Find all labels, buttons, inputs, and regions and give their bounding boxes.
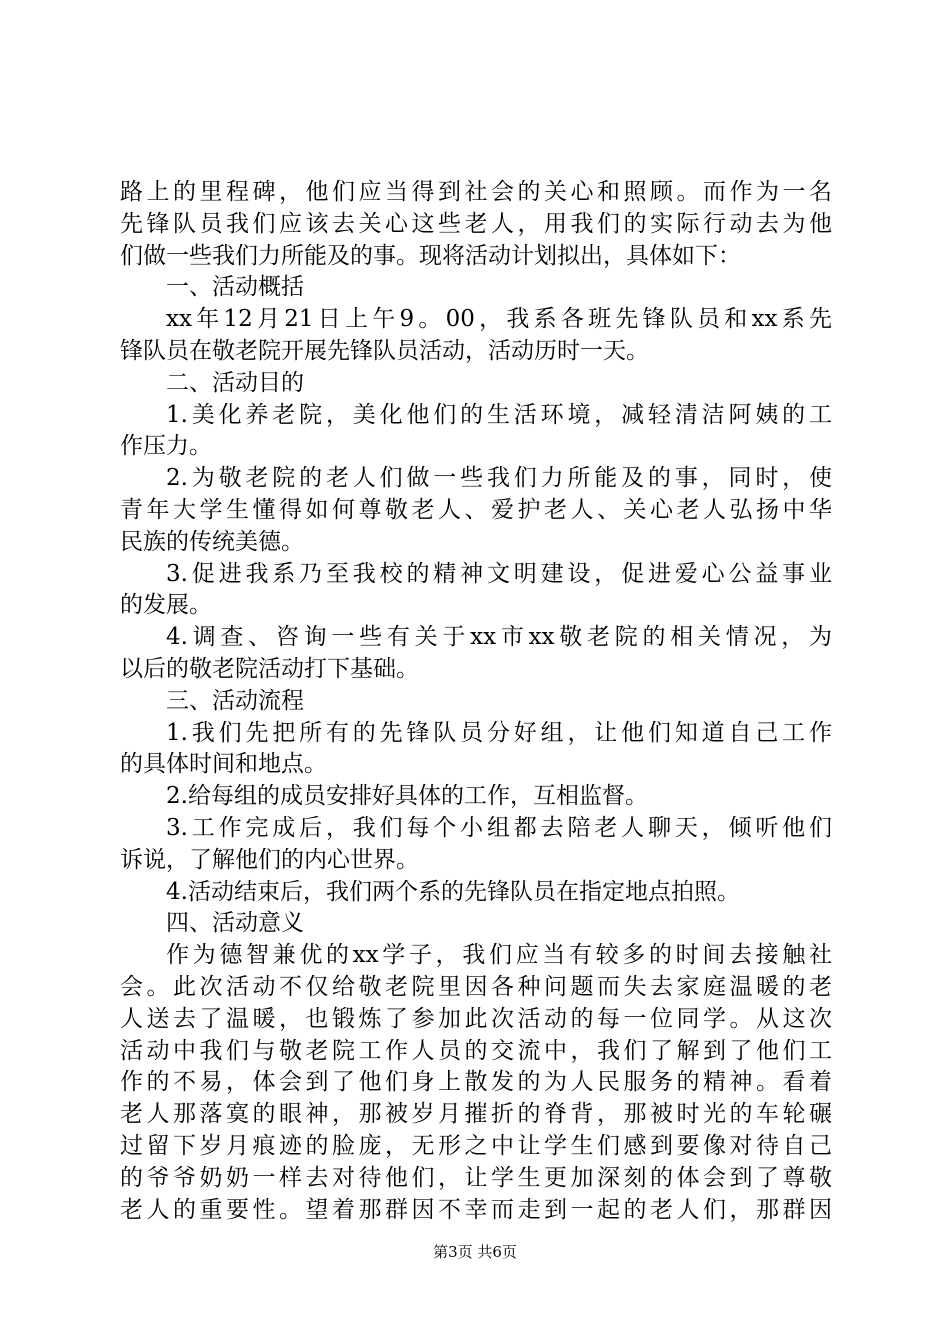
text-line: 的具体时间和地点。 (120, 751, 327, 778)
text-line: 2.为敬老院的老人们做一些我们力所能及的事，同时，使 (166, 465, 832, 492)
text-line: 先锋队员我们应该去关心这些老人，用我们的实际行动去为他 (120, 210, 832, 237)
text-line: 的发展。 (120, 592, 212, 619)
text-line: 3.促进我系乃至我校的精神文明建设，促进爱心公益事业 (166, 560, 832, 587)
body-text (120, 177, 832, 1226)
text-line: 4.调查、咨询一些有关于xx市xx敬老院的相关情况，为 (166, 624, 832, 651)
text-line: 1.美化养老院，美化他们的生活环境，减轻清洁阿姨的工 (166, 401, 832, 428)
text-line: 一、活动概括 (166, 274, 304, 301)
text-line: 4.活动结束后，我们两个系的先锋队员在指定地点拍照。 (166, 878, 740, 905)
text-line: 的爷爷奶奶一样去对待他们，让学生更加深刻的体会到了尊敬 (120, 1164, 832, 1191)
text-line: 二、活动目的 (166, 369, 304, 396)
text-line: 会。此次活动不仅给敬老院里因各种问题而失去家庭温暖的老 (120, 973, 832, 1000)
text-line: 过留下岁月痕迹的脸庞，无形之中让学生们感到要像对待自己 (120, 1132, 832, 1159)
text-line: 作为德智兼优的xx学子，我们应当有较多的时间去接触社 (166, 942, 832, 969)
text-line: 民族的传统美德。 (120, 528, 304, 555)
text-line: 老人那落寞的眼神，那被岁月摧折的脊背，那被时光的车轮碾 (120, 1101, 832, 1128)
text-line: 2.给每组的成员安排好具体的工作，互相监督。 (166, 783, 648, 810)
text-line: 锋队员在敬老院开展先锋队员活动，活动历时一天。 (120, 337, 649, 364)
text-line: 活动中我们与敬老院工作人员的交流中，我们了解到了他们工 (120, 1037, 832, 1064)
text-line: 3.工作完成后，我们每个小组都去陪老人聊天，倾听他们 (166, 814, 832, 841)
text-line: 作的不易，体会到了他们身上散发的为人民服务的精神。看着 (120, 1069, 832, 1096)
text-line: 人送去了温暖，也锻炼了参加此次活动的每一位同学。从这次 (120, 1005, 832, 1032)
text-line: 诉说，了解他们的内心世界。 (120, 846, 419, 873)
text-line: xx年12月21日上午9。00，我系各班先锋队员和xx系先 (166, 306, 832, 333)
page-footer: 第3页 共6页 (433, 1243, 517, 1261)
text-line: 1.我们先把所有的先锋队员分好组，让他们知道自己工作 (166, 719, 832, 746)
text-line: 三、活动流程 (166, 687, 304, 714)
text-line: 路上的里程碑，他们应当得到社会的关心和照顾。而作为一名 (120, 179, 832, 205)
text-line: 以后的敬老院活动打下基础。 (120, 655, 419, 682)
text-line: 老人的重要性。望着那群因不幸而走到一起的老人们，那群因 (120, 1196, 832, 1223)
text-line: 四、活动意义 (166, 910, 304, 937)
text-line: 们做一些我们力所能及的事。现将活动计划拟出，具体如下： (120, 242, 741, 269)
text-line: 青年大学生懂得如何尊敬老人、爱护老人、关心老人弘扬中华 (120, 496, 832, 523)
text-line: 作压力。 (120, 433, 212, 460)
